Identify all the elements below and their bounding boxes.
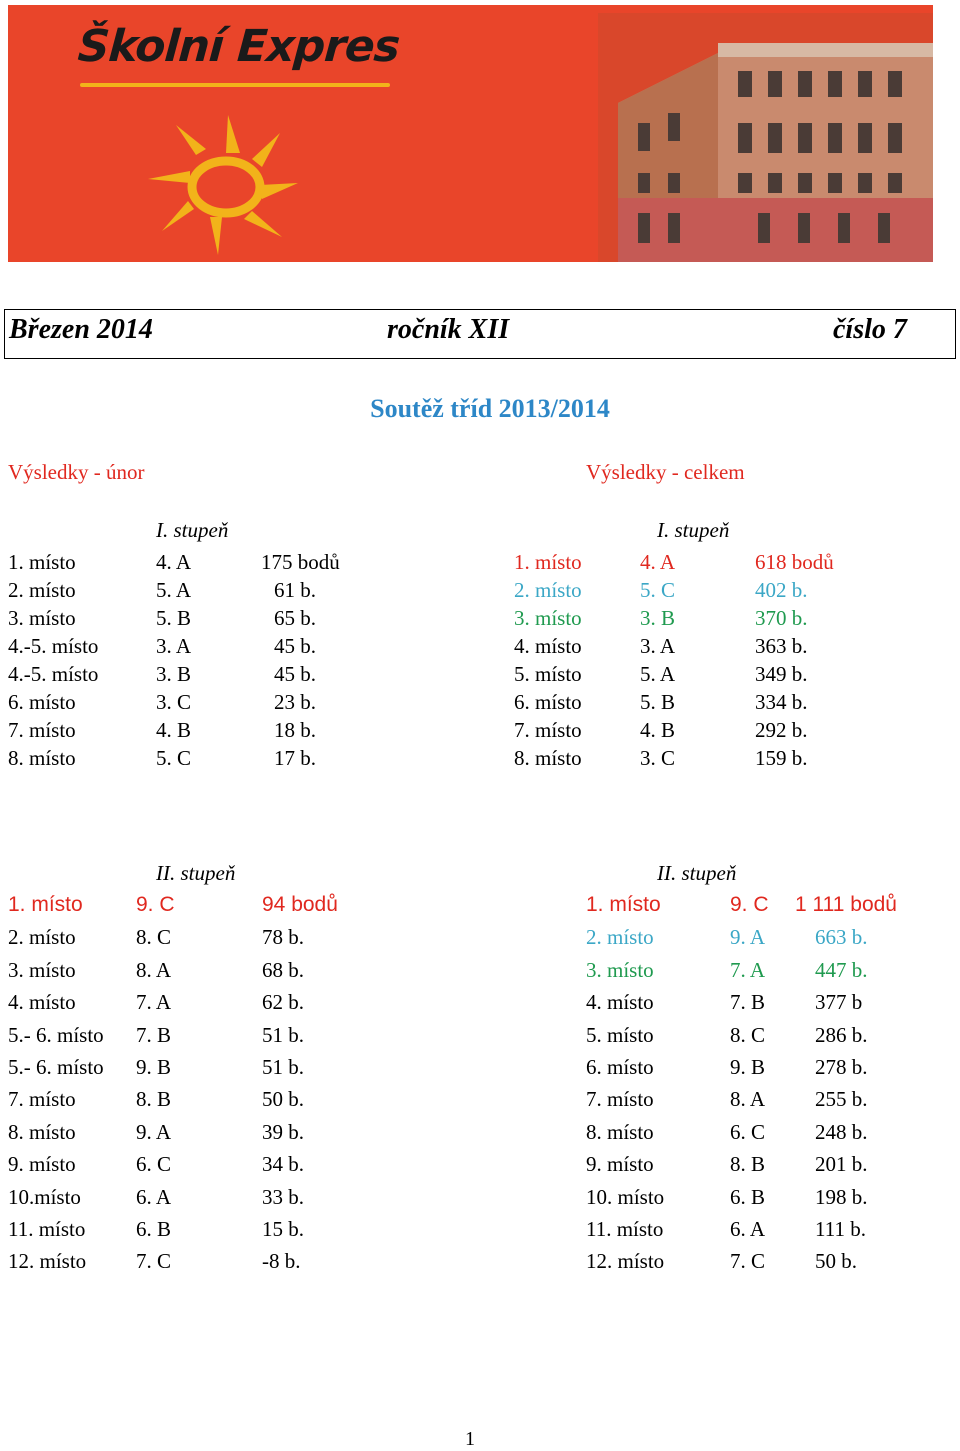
overall-stage1-rank: 4. místo	[514, 634, 582, 658]
overall-stage2-class: 9. B	[730, 1055, 766, 1079]
february-stage2-points: 51 b.	[262, 1055, 304, 1079]
school-building-image	[598, 13, 933, 262]
overall-stage1-row	[0, 578, 960, 606]
february-stage1-class: 3. A	[156, 634, 192, 658]
february-stage2-points: 62 b.	[262, 990, 304, 1015]
february-stage2-rank: 5.- 6. místo	[8, 1022, 104, 1047]
overall-stage1-points: 349 b.	[755, 662, 808, 686]
overall-stage2-class: 9. C	[730, 893, 769, 916]
overall-stage1-rank: 7. místo	[514, 718, 582, 742]
overall-stage2-row	[0, 1087, 960, 1115]
overall-stage2-row	[0, 1023, 960, 1051]
overall-stage2-class: 7. A	[730, 957, 766, 982]
february-stage2-points: 34 b.	[262, 1152, 304, 1177]
february-stage2-class: 8. C	[136, 925, 172, 950]
overall-stage2-class: 6. C	[730, 1119, 766, 1144]
february-stage1-points: 45 b.	[274, 634, 316, 658]
february-stage2-points: 15 b.	[262, 1217, 304, 1241]
overall-stage2-rank: 11. místo	[586, 1217, 664, 1241]
overall-stage2-rank: 12. místo	[586, 1249, 665, 1274]
overall-stage1-row	[0, 606, 960, 634]
february-stage2-points: 78 b.	[262, 925, 304, 950]
overall-stage1-label: I. stupeň	[657, 518, 730, 542]
february-stage1-rank: 2. místo	[8, 578, 76, 602]
overall-stage1-points: 370 b.	[755, 606, 808, 630]
overall-stage1-points: 618 bodů	[755, 550, 834, 574]
february-stage1-rank: 7. místo	[8, 718, 76, 742]
overall-stage2-class: 8. B	[730, 1152, 766, 1177]
overall-stage1-rank: 8. místo	[514, 746, 582, 770]
february-stage2-class: 9. C	[136, 893, 175, 916]
overall-stage2-rank: 5. místo	[586, 1022, 654, 1047]
overall-stage2-points: 248 b.	[815, 1119, 868, 1144]
february-stage2-rank: 4. místo	[8, 990, 76, 1015]
february-stage2-rank: 2. místo	[8, 925, 76, 950]
overall-stage1-rank: 1. místo	[514, 550, 582, 574]
overall-stage2-row	[0, 1249, 960, 1277]
overall-stage2-class: 8. A	[730, 1087, 766, 1112]
february-stage2-rank: 9. místo	[8, 1152, 76, 1177]
overall-stage2-rank: 8. místo	[586, 1119, 654, 1144]
february-stage2-class: 6. C	[136, 1152, 172, 1177]
overall-stage1-points: 334 b.	[755, 690, 808, 714]
overall-stage2-class: 9. A	[730, 925, 766, 950]
overall-stage2-points: 201 b.	[815, 1152, 868, 1177]
february-stage1-points: 18 b.	[274, 718, 316, 742]
overall-stage1-class: 3. A	[640, 634, 676, 658]
sun-icon	[148, 115, 298, 255]
february-stage2-points: -8 b.	[262, 1249, 301, 1274]
overall-stage1-class: 4. A	[640, 550, 676, 574]
overall-stage2-row	[0, 1055, 960, 1083]
february-stage2-points: 33 b.	[262, 1184, 304, 1209]
february-stage2-class: 9. A	[136, 1119, 172, 1144]
february-stage1-class: 5. B	[156, 606, 192, 630]
overall-stage1-rank: 2. místo	[514, 578, 582, 602]
page-title: Soutěž tříd 2013/2014	[370, 394, 610, 423]
overall-stage2-points: 663 b.	[815, 925, 868, 950]
overall-stage1-class: 3. C	[640, 746, 676, 770]
february-stage2-class: 8. B	[136, 1087, 172, 1112]
overall-results-heading: Výsledky - celkem	[586, 460, 745, 484]
overall-stage2-points: 278 b.	[815, 1055, 868, 1079]
overall-stage2-points: 286 b.	[815, 1022, 868, 1047]
overall-stage1-points: 292 b.	[755, 718, 808, 742]
overall-stage2-rank: 6. místo	[586, 1055, 654, 1079]
overall-stage2-class: 7. C	[730, 1249, 766, 1274]
february-stage2-class: 7. A	[136, 990, 172, 1015]
overall-stage2-points: 377 b	[815, 990, 863, 1015]
overall-stage1-class: 5. C	[640, 578, 676, 602]
february-stage2-label: II. stupeň	[156, 861, 236, 885]
february-stage1-class: 3. C	[156, 690, 192, 714]
overall-stage2-class: 7. B	[730, 990, 766, 1015]
february-stage1-class: 5. C	[156, 746, 192, 770]
overall-stage2-label: II. stupeň	[657, 861, 737, 885]
february-stage1-label: I. stupeň	[156, 518, 229, 542]
february-stage2-class: 6. A	[136, 1184, 172, 1209]
february-stage1-rank: 4.-5. místo	[8, 634, 99, 658]
february-stage2-class: 8. A	[136, 957, 172, 982]
february-stage1-rank: 8. místo	[8, 746, 76, 770]
overall-stage1-class: 5. B	[640, 690, 676, 714]
overall-stage2-row	[0, 1217, 960, 1245]
overall-stage2-row	[0, 1152, 960, 1180]
overall-stage1-points: 159 b.	[755, 746, 808, 770]
february-stage1-class: 4. B	[156, 718, 192, 742]
overall-stage2-points: 198 b.	[815, 1184, 868, 1209]
february-stage1-rank: 1. místo	[8, 550, 76, 574]
overall-stage2-row	[0, 1185, 960, 1213]
february-stage2-rank: 7. místo	[8, 1087, 76, 1112]
overall-stage2-rank: 9. místo	[586, 1152, 654, 1177]
overall-stage2-rank: 3. místo	[586, 957, 654, 982]
february-stage2-rank: 5.- 6. místo	[8, 1055, 104, 1079]
overall-stage2-row	[0, 990, 960, 1018]
february-stage2-rank: 12. místo	[8, 1249, 87, 1274]
overall-stage1-row	[0, 718, 960, 746]
february-stage1-points: 23 b.	[274, 690, 316, 714]
newspaper-logo: Školní Expres	[76, 21, 401, 72]
february-stage2-rank: 3. místo	[8, 957, 76, 982]
february-stage1-class: 3. B	[156, 662, 192, 686]
overall-stage2-points: 111 b.	[815, 1217, 866, 1241]
overall-stage2-points: 50 b.	[815, 1249, 857, 1274]
overall-stage1-row	[0, 746, 960, 774]
overall-stage1-class: 5. A	[640, 662, 676, 686]
february-stage2-points: 68 b.	[262, 957, 304, 982]
overall-stage2-class: 6. A	[730, 1217, 766, 1241]
overall-stage1-row	[0, 662, 960, 690]
february-stage2-rank: 1. místo	[8, 893, 83, 916]
february-stage2-class: 7. C	[136, 1249, 172, 1274]
overall-stage2-class: 6. B	[730, 1184, 766, 1209]
overall-stage1-class: 3. B	[640, 606, 676, 630]
overall-stage1-rank: 5. místo	[514, 662, 582, 686]
february-stage1-points: 17 b.	[274, 746, 316, 770]
overall-stage1-row	[0, 634, 960, 662]
february-stage2-rank: 11. místo	[8, 1217, 86, 1241]
overall-stage2-points: 447 b.	[815, 957, 868, 982]
overall-stage2-rank: 7. místo	[586, 1087, 654, 1112]
overall-stage2-rank: 4. místo	[586, 990, 654, 1015]
overall-stage1-row	[0, 690, 960, 718]
february-stage2-rank: 10.místo	[8, 1184, 81, 1209]
issue-date: Březen 2014	[9, 314, 153, 345]
overall-stage2-rank: 10. místo	[586, 1184, 665, 1209]
february-stage1-rank: 6. místo	[8, 690, 76, 714]
overall-stage2-row	[0, 1120, 960, 1148]
february-stage2-points: 94 bodů	[262, 893, 338, 916]
header-banner	[8, 5, 933, 262]
february-stage1-points: 45 b.	[274, 662, 316, 686]
overall-stage2-row	[0, 893, 960, 921]
overall-stage1-rank: 6. místo	[514, 690, 582, 714]
logo-underline	[80, 83, 390, 87]
february-stage2-class: 6. B	[136, 1217, 172, 1241]
february-stage1-rank: 4.-5. místo	[8, 662, 99, 686]
overall-stage2-points: 255 b.	[815, 1087, 868, 1112]
february-stage1-points: 61 b.	[274, 578, 316, 602]
overall-stage2-row	[0, 958, 960, 986]
overall-stage2-rank: 2. místo	[586, 925, 654, 950]
page-number: 1	[465, 1428, 475, 1450]
february-stage2-class: 9. B	[136, 1055, 172, 1079]
issue-volume: ročník XII	[387, 314, 510, 345]
overall-stage2-points: 1 111 bodů	[795, 893, 897, 916]
overall-stage2-rank: 1. místo	[586, 893, 661, 916]
february-stage1-points: 175 bodů	[261, 550, 340, 574]
february-stage1-class: 5. A	[156, 578, 192, 602]
february-stage1-points: 65 b.	[274, 606, 316, 630]
february-stage2-rank: 8. místo	[8, 1119, 76, 1144]
overall-stage2-class: 8. C	[730, 1022, 766, 1047]
overall-stage1-row	[0, 550, 960, 578]
overall-stage1-rank: 3. místo	[514, 606, 582, 630]
overall-stage1-points: 363 b.	[755, 634, 808, 658]
issue-number: číslo 7	[833, 314, 907, 345]
overall-stage2-row	[0, 925, 960, 953]
issue-info-box	[4, 309, 956, 359]
february-stage1-rank: 3. místo	[8, 606, 76, 630]
february-stage2-points: 51 b.	[262, 1022, 304, 1047]
february-stage2-class: 7. B	[136, 1022, 172, 1047]
overall-stage1-points: 402 b.	[755, 578, 808, 602]
february-stage2-points: 39 b.	[262, 1119, 304, 1144]
february-stage1-class: 4. A	[156, 550, 192, 574]
february-results-heading: Výsledky - únor	[8, 460, 145, 484]
february-stage2-points: 50 b.	[262, 1087, 304, 1112]
overall-stage1-class: 4. B	[640, 718, 676, 742]
